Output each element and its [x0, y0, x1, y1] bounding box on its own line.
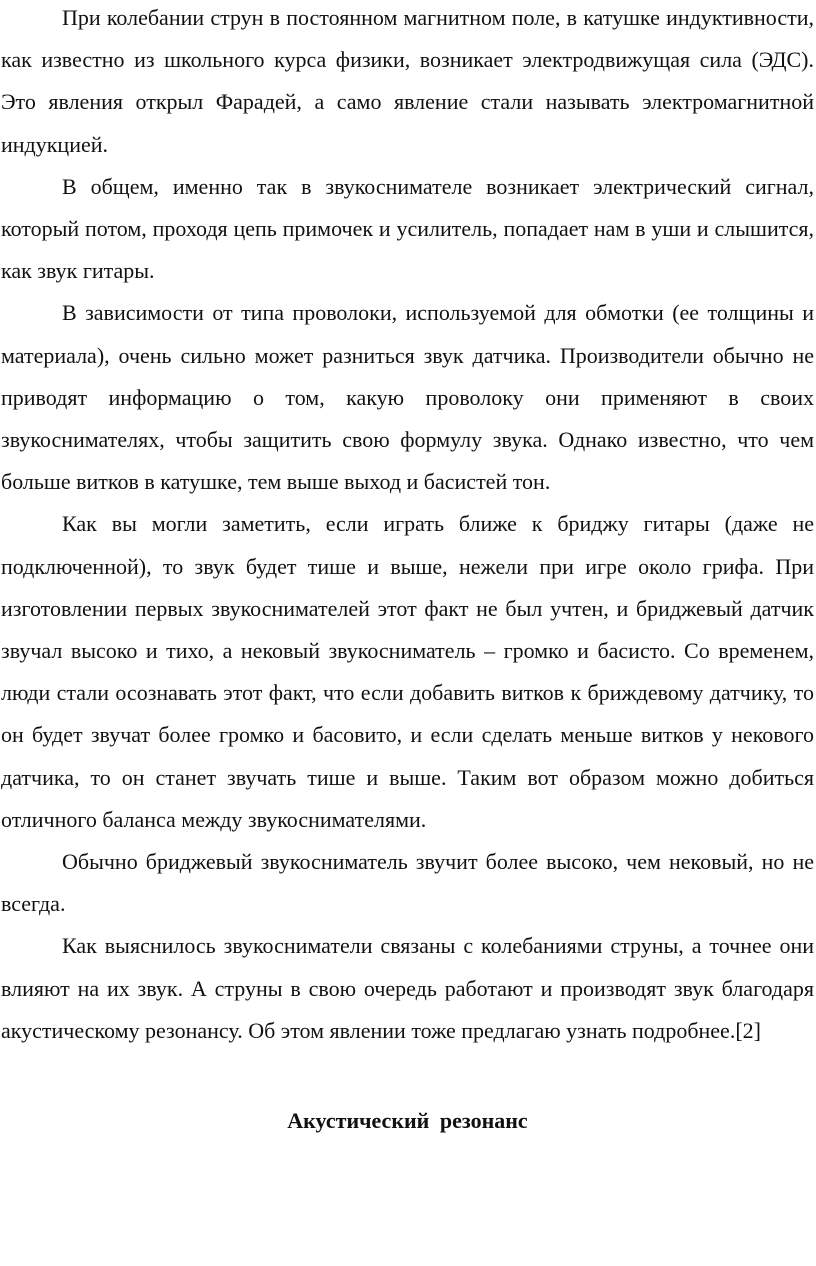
paragraph-pickup-signal: В общем, именно так в звукоснимателе возникает электрический сигнал, который потом, проходя цепь примочек и усилитель, попадает нам в уши и слышится, как звук гитары.	[1, 173, 814, 284]
section-heading: Акустический резонанс	[287, 1108, 528, 1134]
paragraph-electromagnetic-induction: При колебании струн в постоянном магнитном поле, в катушке индуктивности, как известно из школьного курса физики, возникает электродвижущая сила (ЭДС). Это явления открыл Фарадей, а само явление стали называть электромагнитной индукцией.	[1, 5, 814, 157]
paragraph-bridge-neck-balance: Как вы могли заметить, если играть ближе к бриджу гитары (даже не подключенной), то звук будет тише и выше, нежели при игре около грифа. При изготовлении первых звукоснимателей этот факт не был учтен, и бриджевый датчик звучал высоко и тихо, а нековый звукосниматель – громко и басисто. Со временем, люди стали осознавать этот факт, что если добавить витков к бриждевому датчику, то он будет звучат более громко и басовито, и если сделать меньше витков у некового датчика, то он станет звучать тише и выше. Таким вот образом можно добиться отличного баланса между звукоснимателями.	[1, 511, 814, 832]
paragraph-acoustic-resonance-intro: Как выяснилось звукосниматели связаны с колебаниями струны, а точнее они влияют на их звук. А струны в свою очередь работают и производят звук благодаря акустическому резонансу. Об этом явлении тоже предлагаю узнать подробнее.[2]	[1, 933, 814, 1043]
paragraph-bridge-pickup-tone: Обычно бриджевый звукосниматель звучит более высоко, чем нековый, но не всегда.	[1, 849, 814, 917]
paragraph-wire-type: В зависимости от типа проволоки, используемой для обмотки (ее толщины и материала), очень сильно может разниться звук датчика. Производители обычно не приводят информацию о том, какую проволоку они применяют в своих звукоснимателях, чтобы защитить свою формулу звука. Однако известно, что чем больше витков в катушке, тем выше выход и басистей тон.	[1, 300, 814, 495]
